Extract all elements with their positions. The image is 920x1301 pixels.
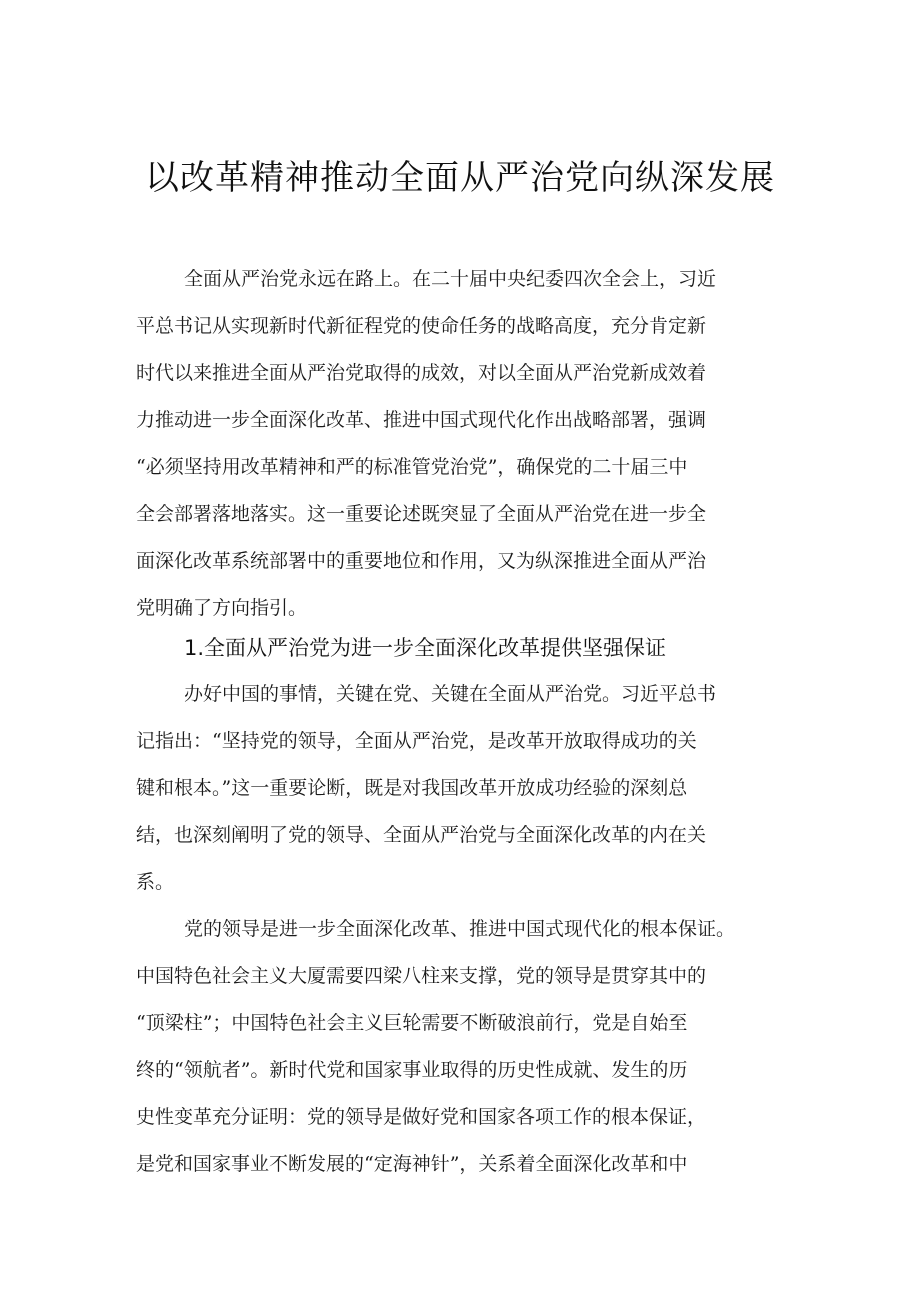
paragraph-line: 力推动进一步全面深化改革、推进中国式现代化作出战略部署，强调 — [136, 409, 707, 431]
paragraph-line: 记指出：“坚持党的领导，全面从严治党，是改革开放取得成功的关 — [136, 730, 697, 752]
paragraph-line: 办好中国的事情，关键在党、关键在全面从严治党。习近平总书 — [184, 683, 717, 705]
paragraph-line: 中国特色社会主义大厦需要四梁八柱来支撑，党的领导是贯穿其中的 — [136, 965, 707, 987]
paragraph-line: 全会部署落地落实。这一重要论述既突显了全面从严治党在进一步全 — [136, 503, 707, 525]
paragraph-line: 党的领导是进一步全面深化改革、推进中国式现代化的根本保证。 — [184, 918, 736, 940]
section-heading: 1.全面从严治党为进一步全面深化改革提供坚强保证 — [184, 636, 667, 660]
paragraph-line: 党明确了方向指引。 — [136, 597, 308, 619]
paragraph-line: 面深化改革系统部署中的重要地位和作用，又为纵深推进全面从严治 — [136, 550, 707, 572]
paragraph-line: 平总书记从实现新时代新征程党的使命任务的战略高度，充分肯定新 — [136, 315, 707, 337]
paragraph-line: 时代以来推进全面从严治党取得的成效，对以全面从严治党新成效着 — [136, 362, 707, 384]
paragraph-line: “顶梁柱”；中国特色社会主义巨轮需要不断破浪前行，党是自始至 — [136, 1012, 688, 1034]
paragraph-line: 终的“领航者”。新时代党和国家事业取得的历史性成就、发生的历 — [136, 1059, 688, 1081]
paragraph-line: 键和根本。”这一重要论断，既是对我国改革开放成功经验的深刻总 — [136, 777, 688, 799]
paragraph-line: 系。 — [136, 871, 175, 893]
paragraph-line: 全面从严治党永远在路上。在二十届中央纪委四次全会上，习近 — [184, 268, 717, 290]
paragraph-line: 史性变革充分证明：党的领导是做好党和国家各项工作的根本保证， — [136, 1106, 707, 1128]
document-title: 以改革精神推动全面从严治党向纵深发展 — [145, 158, 775, 198]
paragraph-line: “必须坚持用改革精神和严的标准管党治党”，确保党的二十届三中 — [136, 456, 688, 478]
paragraph-line: 结，也深刻阐明了党的领导、全面从严治党与全面深化改革的内在关 — [136, 824, 707, 846]
paragraph-line: 是党和国家事业不断发展的“定海神针”，关系着全面深化改革和中 — [136, 1153, 688, 1175]
